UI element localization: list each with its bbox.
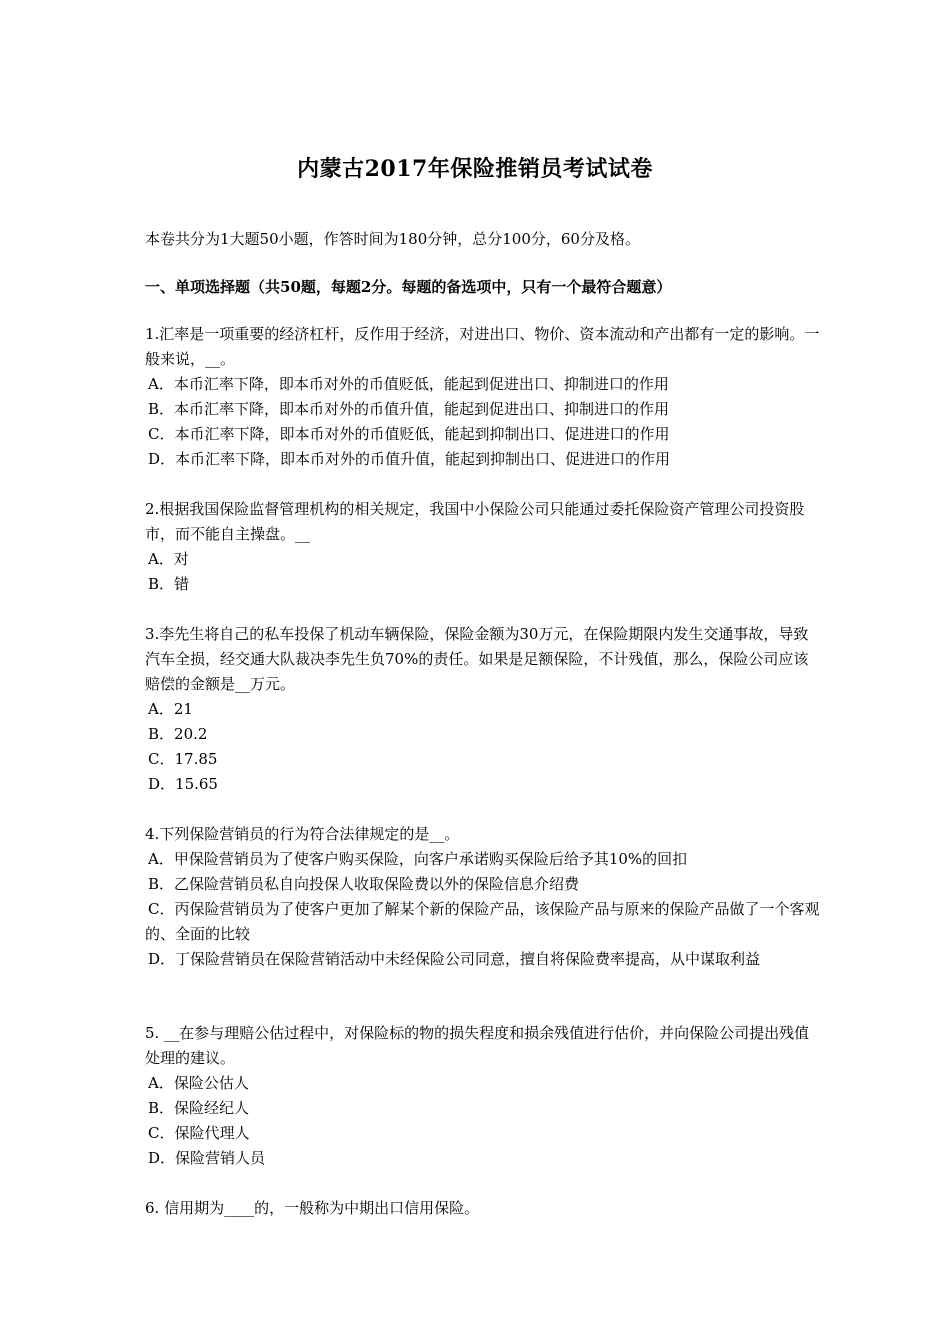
option-a: A．对	[148, 550, 189, 568]
option-a: A．甲保险营销员为了使客户购买保险，向客户承诺购买保险后给予其10%的回扣	[148, 850, 688, 868]
option-b: B．错	[148, 575, 190, 593]
option-b: B．乙保险营销员私自向投保人收取保险费以外的保险信息介绍费	[148, 875, 580, 893]
question-stem: 6. 信用期为____的，一般称为中期出口信用保险。	[145, 1199, 480, 1217]
option-c: C．丙保险营销员为了使客户更加了解某个新的保险产品，该保险产品与原来的保险产品做了一个客观的、全面的比较	[145, 900, 820, 943]
option-c: C．17.85	[148, 750, 218, 768]
option-b: B．20.2	[148, 725, 208, 743]
option-b: B．本币汇率下降，即本币对外的币值升值，能起到促进出口、抑制进口的作用	[148, 400, 670, 418]
option-c: C．保险代理人	[148, 1124, 250, 1142]
option-d: D．本币汇率下降，即本币对外的币值升值，能起到抑制出口、促进进口的作用	[148, 450, 671, 468]
option-a: A．21	[148, 700, 193, 718]
question-stem: 3.李先生将自己的私车投保了机动车辆保险，保险金额为30万元，在保险期限内发生交通事故，导致汽车全损，经交通大队裁决李先生负70%的责任。如果是足额保险，不计残值，那么，保险公司应该赔偿的金额是__万元。	[145, 625, 809, 693]
exam-intro: 本卷共分为1大题50小题，作答时间为180分钟，总分100分，60分及格。	[145, 230, 640, 248]
question-stem: 4.下列保险营销员的行为符合法律规定的是__。	[145, 825, 460, 843]
option-d: D．保险营销人员	[148, 1149, 266, 1167]
question-stem: 2.根据我国保险监督管理机构的相关规定，我国中小保险公司只能通过委托保险资产管理公司投资股市，而不能自主操盘。__	[145, 500, 805, 543]
option-d: D．15.65	[148, 775, 218, 793]
question-4	[145, 822, 820, 972]
question-3	[145, 622, 820, 797]
option-a: A．本币汇率下降，即本币对外的币值贬低，能起到促进出口、抑制进口的作用	[148, 375, 669, 393]
question-1	[145, 322, 820, 472]
question-stem: 5. __在参与理赔公估过程中，对保险标的物的损失程度和损余残值进行估价，并向保险公司提出残值处理的建议。	[145, 1024, 810, 1067]
document-title: 内蒙古2017年保险推销员考试试卷	[297, 156, 653, 182]
question-2	[145, 497, 820, 597]
question-5	[145, 1021, 820, 1171]
option-b: B．保险经纪人	[148, 1099, 250, 1117]
option-c: C．本币汇率下降，即本币对外的币值贬低，能起到抑制出口、促进进口的作用	[148, 425, 670, 443]
question-6	[145, 1196, 820, 1221]
section-heading: 一、单项选择题（共50题，每题2分。每题的备选项中，只有一个最符合题意）	[145, 278, 672, 296]
option-d: D．丁保险营销员在保险营销活动中未经保险公司同意，擅自将保险费率提高，从中谋取利益	[148, 950, 761, 968]
option-a: A．保险公估人	[148, 1074, 249, 1092]
question-stem: 1.汇率是一项重要的经济杠杆，反作用于经济，对进出口、物价、资本流动和产出都有一定的影响。一般来说，__。	[145, 325, 820, 368]
